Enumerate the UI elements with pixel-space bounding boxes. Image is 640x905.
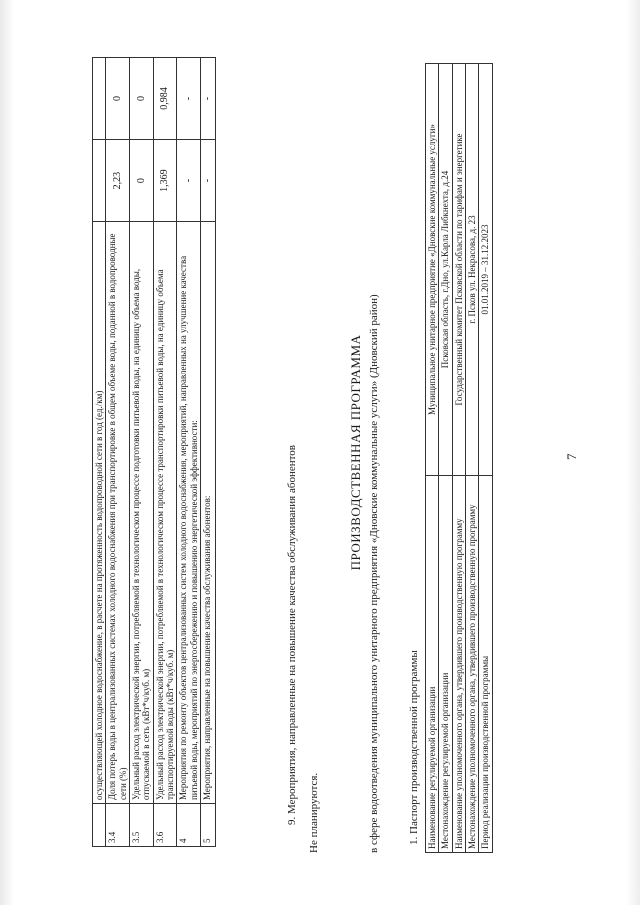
passport-value: Муниципальное унитарное предприятие «Дновские коммунальные услуги» xyxy=(426,64,439,476)
program-subtitle: в сфере водоотведения муниципального унитарного предприятия «Дновские коммунальные услуги» (Дновский район) xyxy=(368,294,380,853)
section-9-text: Не планируются. xyxy=(308,772,320,853)
row-number: 3.5 xyxy=(130,804,154,847)
row-number xyxy=(93,804,106,847)
table-row xyxy=(93,58,106,847)
passport-label: Наименование уполномоченного органа, утвердившего производственную программу xyxy=(452,476,465,853)
row-value-2: 0,984 xyxy=(153,58,177,140)
row-value-1: - xyxy=(177,140,201,222)
passport-value: Государственный комитет Псковской области по тарифам и энергетике xyxy=(452,64,465,476)
table-row xyxy=(426,64,439,853)
passport-value: г. Псков ул. Некрасова, д. 23 xyxy=(466,64,479,476)
row-number: 3.4 xyxy=(106,804,130,847)
row-value-2: 0 xyxy=(106,58,130,140)
table-row xyxy=(177,58,201,847)
passport-label: Местонахождение регулируемой организации xyxy=(439,476,452,853)
table-row xyxy=(106,58,130,847)
section-9-heading: 9. Мероприятия, направленные на повышение качества обслуживания абонентов xyxy=(286,445,298,825)
row-value-1: 2,23 xyxy=(106,140,130,222)
passport-value: 01.01.2019 – 31.12.2023 xyxy=(479,64,492,476)
row-value-2 xyxy=(93,58,106,140)
row-description: Удельный расход электрической энергии, потребляемой в технологическом процессе транспортировки питьевой воды, на единицу объема транспортируемой воды (кВт*ч/куб. м) xyxy=(153,222,177,804)
passport-label: Период реализации производственной программы xyxy=(479,476,492,853)
passport-heading: 1. Паспорт производственной программы xyxy=(408,650,420,845)
table-row xyxy=(439,64,452,853)
passport-value: Псковская область, г.Дно, ул.Карла Либкнехта, д.24 xyxy=(439,64,452,476)
row-value-1: - xyxy=(201,140,216,222)
table-row xyxy=(201,58,216,847)
row-description: Доля потерь воды в централизованных системах холодного водоснабжения при транспортировке в общем объеме воды, поданной в водопроводные сети (%) xyxy=(106,222,130,804)
row-description: Удельный расход электрической энергии, потребляемой в технологическом процессе подготовки питьевой воды, на единицу объема воды, отпускаемой в сеть (кВт*ч/куб. м) xyxy=(130,222,154,804)
passport-label: Местонахождение уполномоченного органа, утвердившего производственную программу xyxy=(466,476,479,853)
row-number: 5 xyxy=(201,804,216,847)
table-row xyxy=(479,64,492,853)
program-title: ПРОИЗВОДСТВЕННАЯ ПРОГРАММА xyxy=(348,334,363,571)
row-number: 4 xyxy=(177,804,201,847)
page-number: 7 xyxy=(564,453,579,460)
row-value-1: 1,369 xyxy=(153,140,177,222)
row-value-2: 0 xyxy=(130,58,154,140)
indicators-table-continued xyxy=(92,57,216,847)
row-value-2: - xyxy=(177,58,201,140)
table-row xyxy=(130,58,154,847)
table-row xyxy=(452,64,465,853)
row-value-1: 0 xyxy=(130,140,154,222)
table-row xyxy=(153,58,177,847)
passport-label: Наименование регулируемой организации xyxy=(426,476,439,853)
row-value-1 xyxy=(93,140,106,222)
row-description: осуществляющей холодное водоснабжение, в расчете на протяженность водопроводной сети в год (ед./км) xyxy=(93,222,106,804)
passport-table xyxy=(425,63,493,853)
table-row xyxy=(466,64,479,853)
row-description: Мероприятия по ремонту объектов централизованных систем холодного водоснабжения, мероприятий, направленных на улучшение качества питьевой воды, мероприятий по энергосбережению и повышению энергетической эффективности: xyxy=(177,222,201,804)
row-number: 3.6 xyxy=(153,804,177,847)
row-value-2: - xyxy=(201,58,216,140)
row-description: Мероприятия, направленные на повышение качества обслуживания абонентов: xyxy=(201,222,216,804)
